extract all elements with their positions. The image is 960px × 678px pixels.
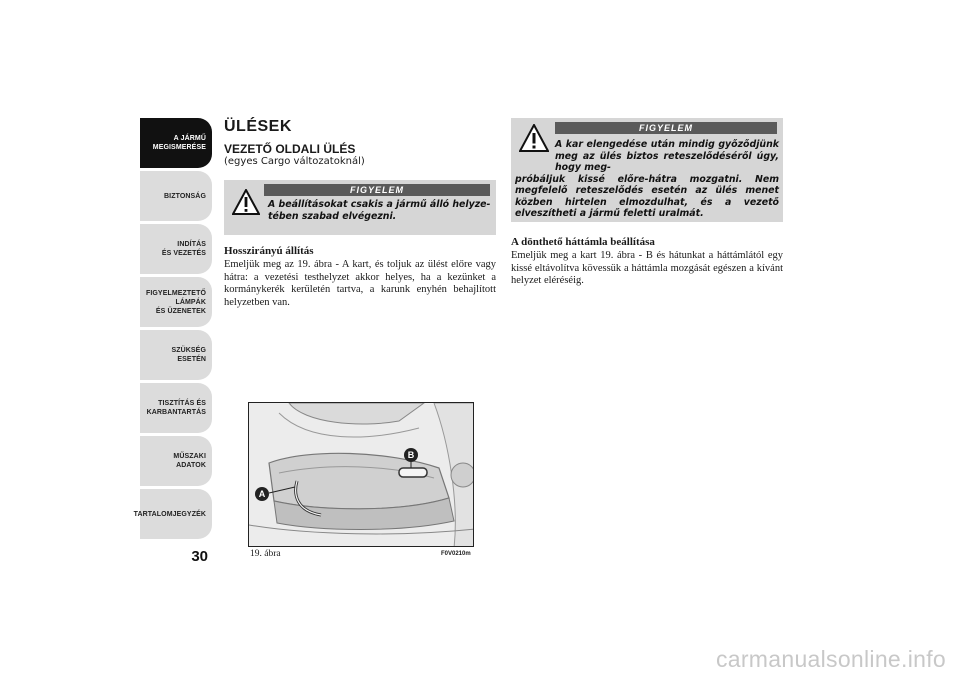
warning-heading: FIGYELEM bbox=[555, 122, 777, 134]
right-column bbox=[511, 118, 783, 288]
figure-caption: 19. ábra bbox=[250, 549, 281, 559]
figure-label-b: B bbox=[407, 450, 415, 460]
tab-tisztitas-es-karbantartas[interactable]: TISZTÍTÁS ÉS KARBANTARTÁS bbox=[140, 383, 212, 433]
warning-text-full: próbáljuk kissé előre-hátra mozgatni. Nem megfelelő reteszelődés esetén az ülés menet közben hirtelen elmozdulhat, és a vezető elveszítheti a jármű feletti uralmát. bbox=[515, 173, 779, 219]
left-column bbox=[224, 118, 496, 309]
paragraph-backrest: Emeljük meg a kart 19. ábra - B és hátunkat a háttámlától egy kissé eltávolítva kövessük a háttámla mozgását egészen a kívánt helyzet eléréséig. bbox=[511, 250, 783, 286]
page-number: 30 bbox=[191, 548, 208, 565]
warning-box-release bbox=[511, 118, 783, 222]
paragraph-title-backrest: A dönthető háttámla beállítása bbox=[511, 236, 655, 248]
seat-drawing bbox=[249, 403, 474, 547]
chapter-tabs bbox=[133, 118, 212, 542]
warning-heading: FIGYELEM bbox=[264, 184, 490, 196]
tab-biztonsag[interactable]: BIZTONSÁG bbox=[140, 171, 212, 221]
warning-text bbox=[515, 139, 779, 220]
tab-a-jarmu-megismerese[interactable]: A JÁRMŰ MEGISMERÉSE bbox=[140, 118, 212, 168]
subsection-title: VEZETŐ OLDALI ÜLÉS bbox=[224, 142, 356, 156]
tab-tartalomjegyzek[interactable]: TARTALOMJEGYZÉK bbox=[140, 489, 212, 539]
subsection-note: (egyes Cargo változatoknál) bbox=[224, 156, 365, 167]
warning-box bbox=[224, 180, 496, 235]
paragraph-title-longitudinal: Hosszirányú állítás bbox=[224, 245, 314, 257]
tab-inditas-es-vezetes[interactable]: INDÍTÁS ÉS VEZETÉS bbox=[140, 224, 212, 274]
section-title: ÜLÉSEK bbox=[224, 118, 292, 135]
figure-code: F0V0210m bbox=[441, 551, 471, 557]
watermark: carmanualsonline.info bbox=[715, 646, 946, 672]
warning-triangle-icon bbox=[232, 189, 260, 215]
tab-muszaki-adatok[interactable]: MŰSZAKI ADATOK bbox=[140, 436, 212, 486]
figure-label-a: A bbox=[258, 489, 266, 499]
paragraph-longitudinal: Emeljük meg az 19. ábra - A kart, és toljuk az ülést előre vagy hátra: a vezetési testhelyzet akkor helyes, ha a kezünket a kormánykerék kerületén tartva, a karunk enyhén behajlított helyzetben van. bbox=[224, 259, 496, 308]
tab-figyelmezteto-lampak[interactable]: FIGYELMEZTETŐ LÁMPÁK ÉS ÜZENETEK bbox=[140, 277, 212, 327]
warning-text-indented: A kar elengedése után mindig győződjünk meg az ülés biztos reteszelődéséről úgy, hogy meg- bbox=[555, 139, 779, 173]
seat-illustration bbox=[248, 402, 474, 547]
warning-text: A beállításokat csakis a jármű álló helyze-tében szabad elvégezni. bbox=[268, 199, 491, 222]
tab-szukseg-eseten[interactable]: SZÜKSÉG ESETÉN bbox=[140, 330, 212, 380]
